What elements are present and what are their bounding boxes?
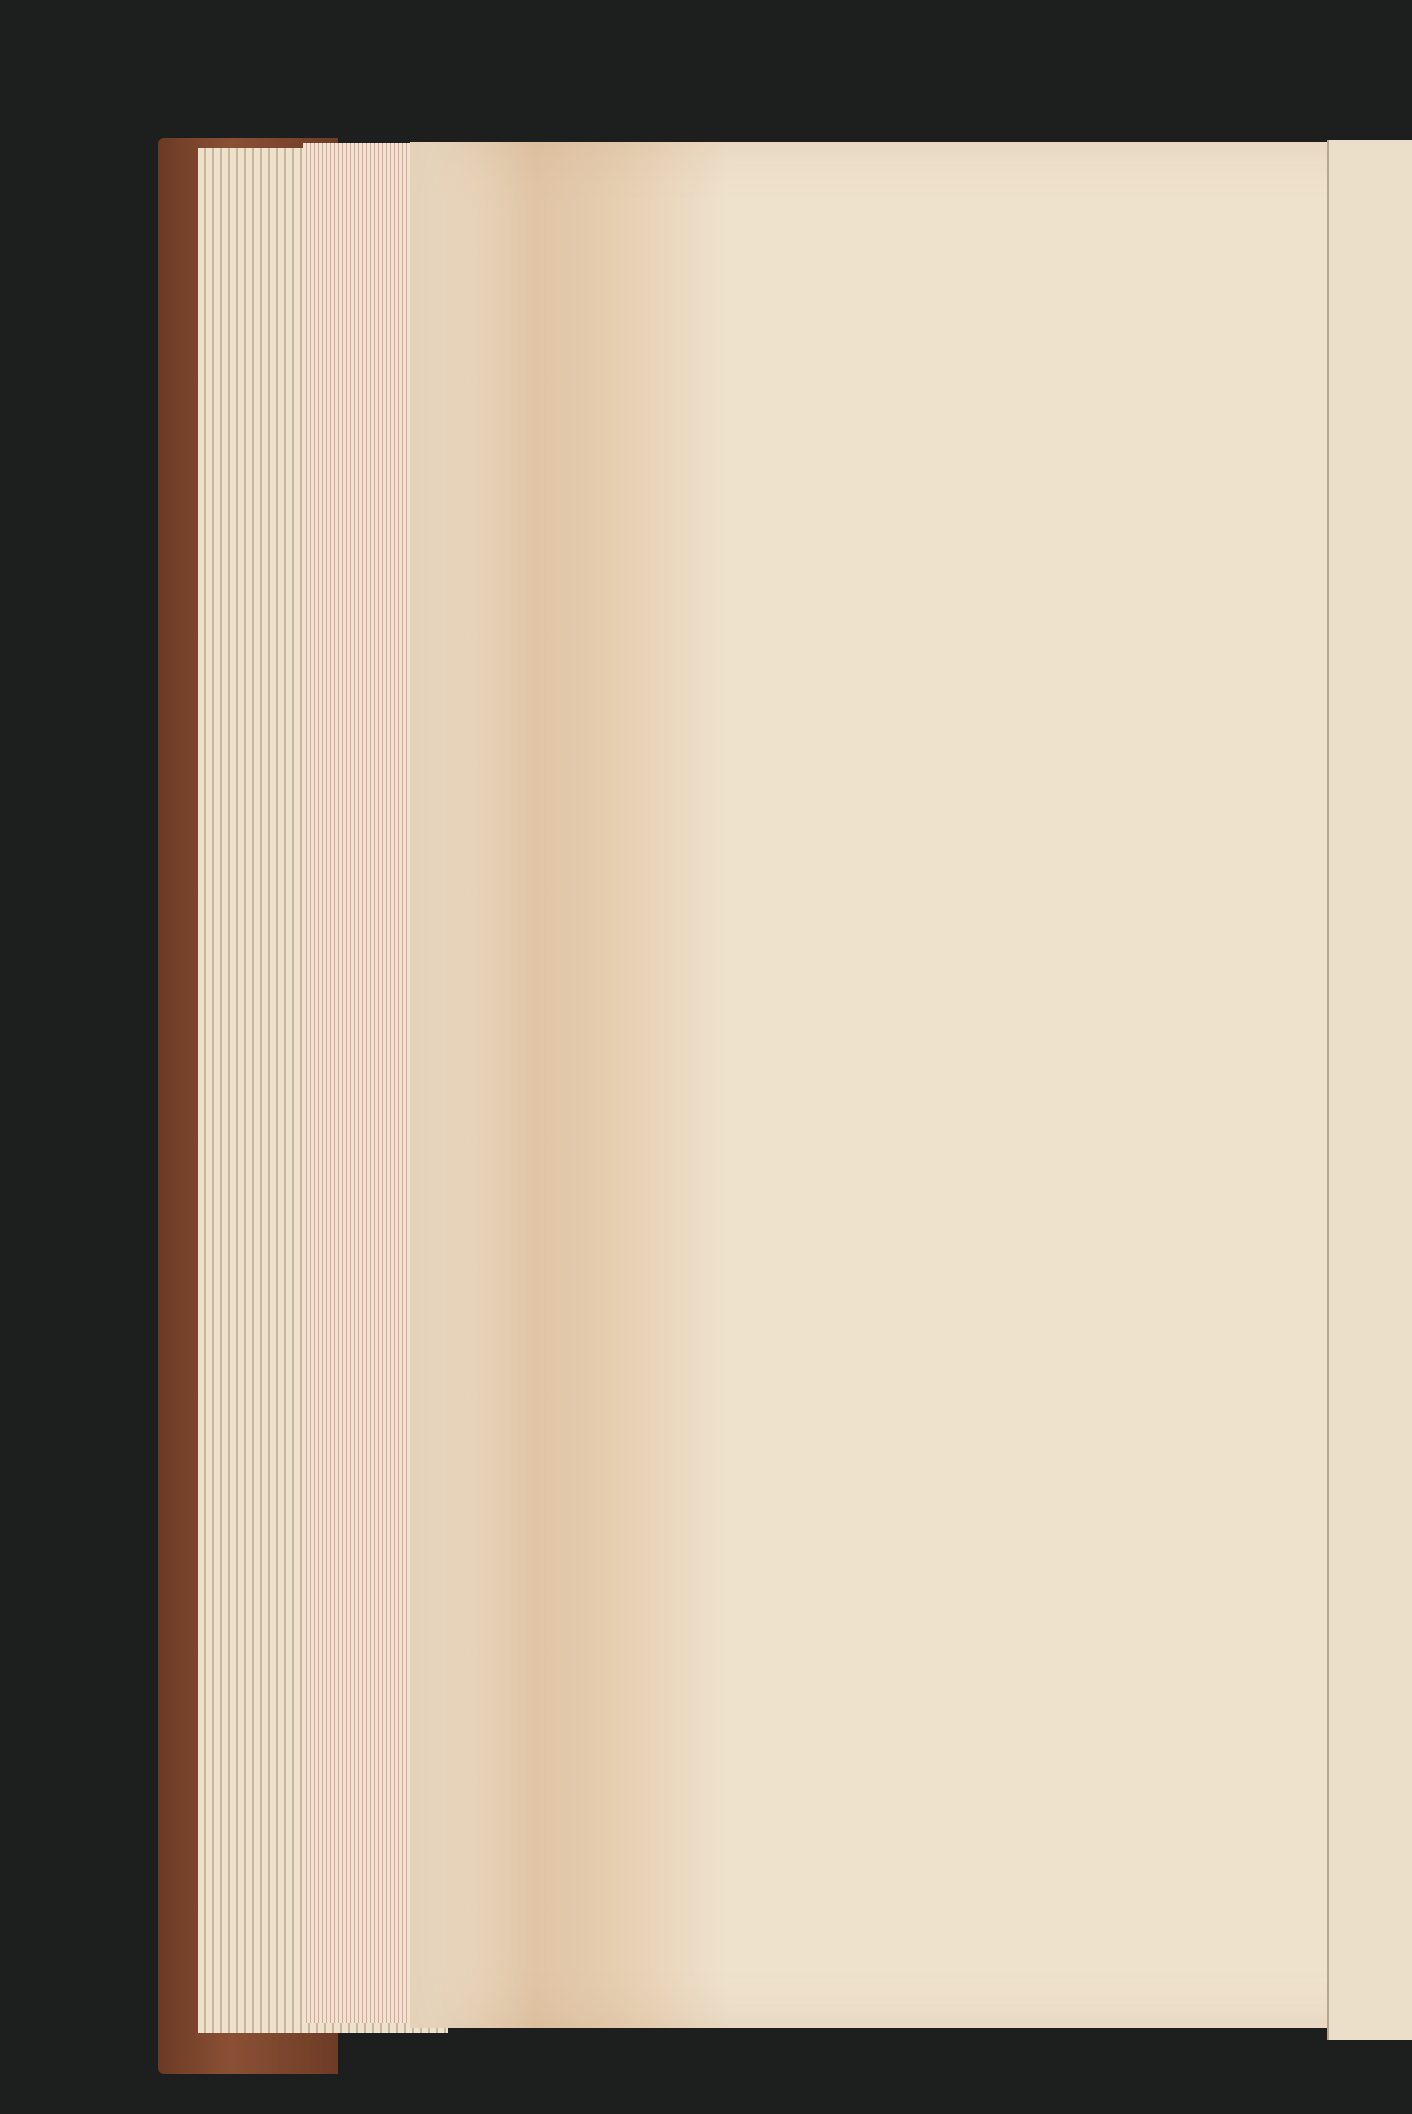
page-edges-fore (303, 143, 423, 2023)
facing-page (1327, 140, 1412, 2040)
body-text (667, 286, 1327, 330)
water-stain (430, 142, 730, 2028)
